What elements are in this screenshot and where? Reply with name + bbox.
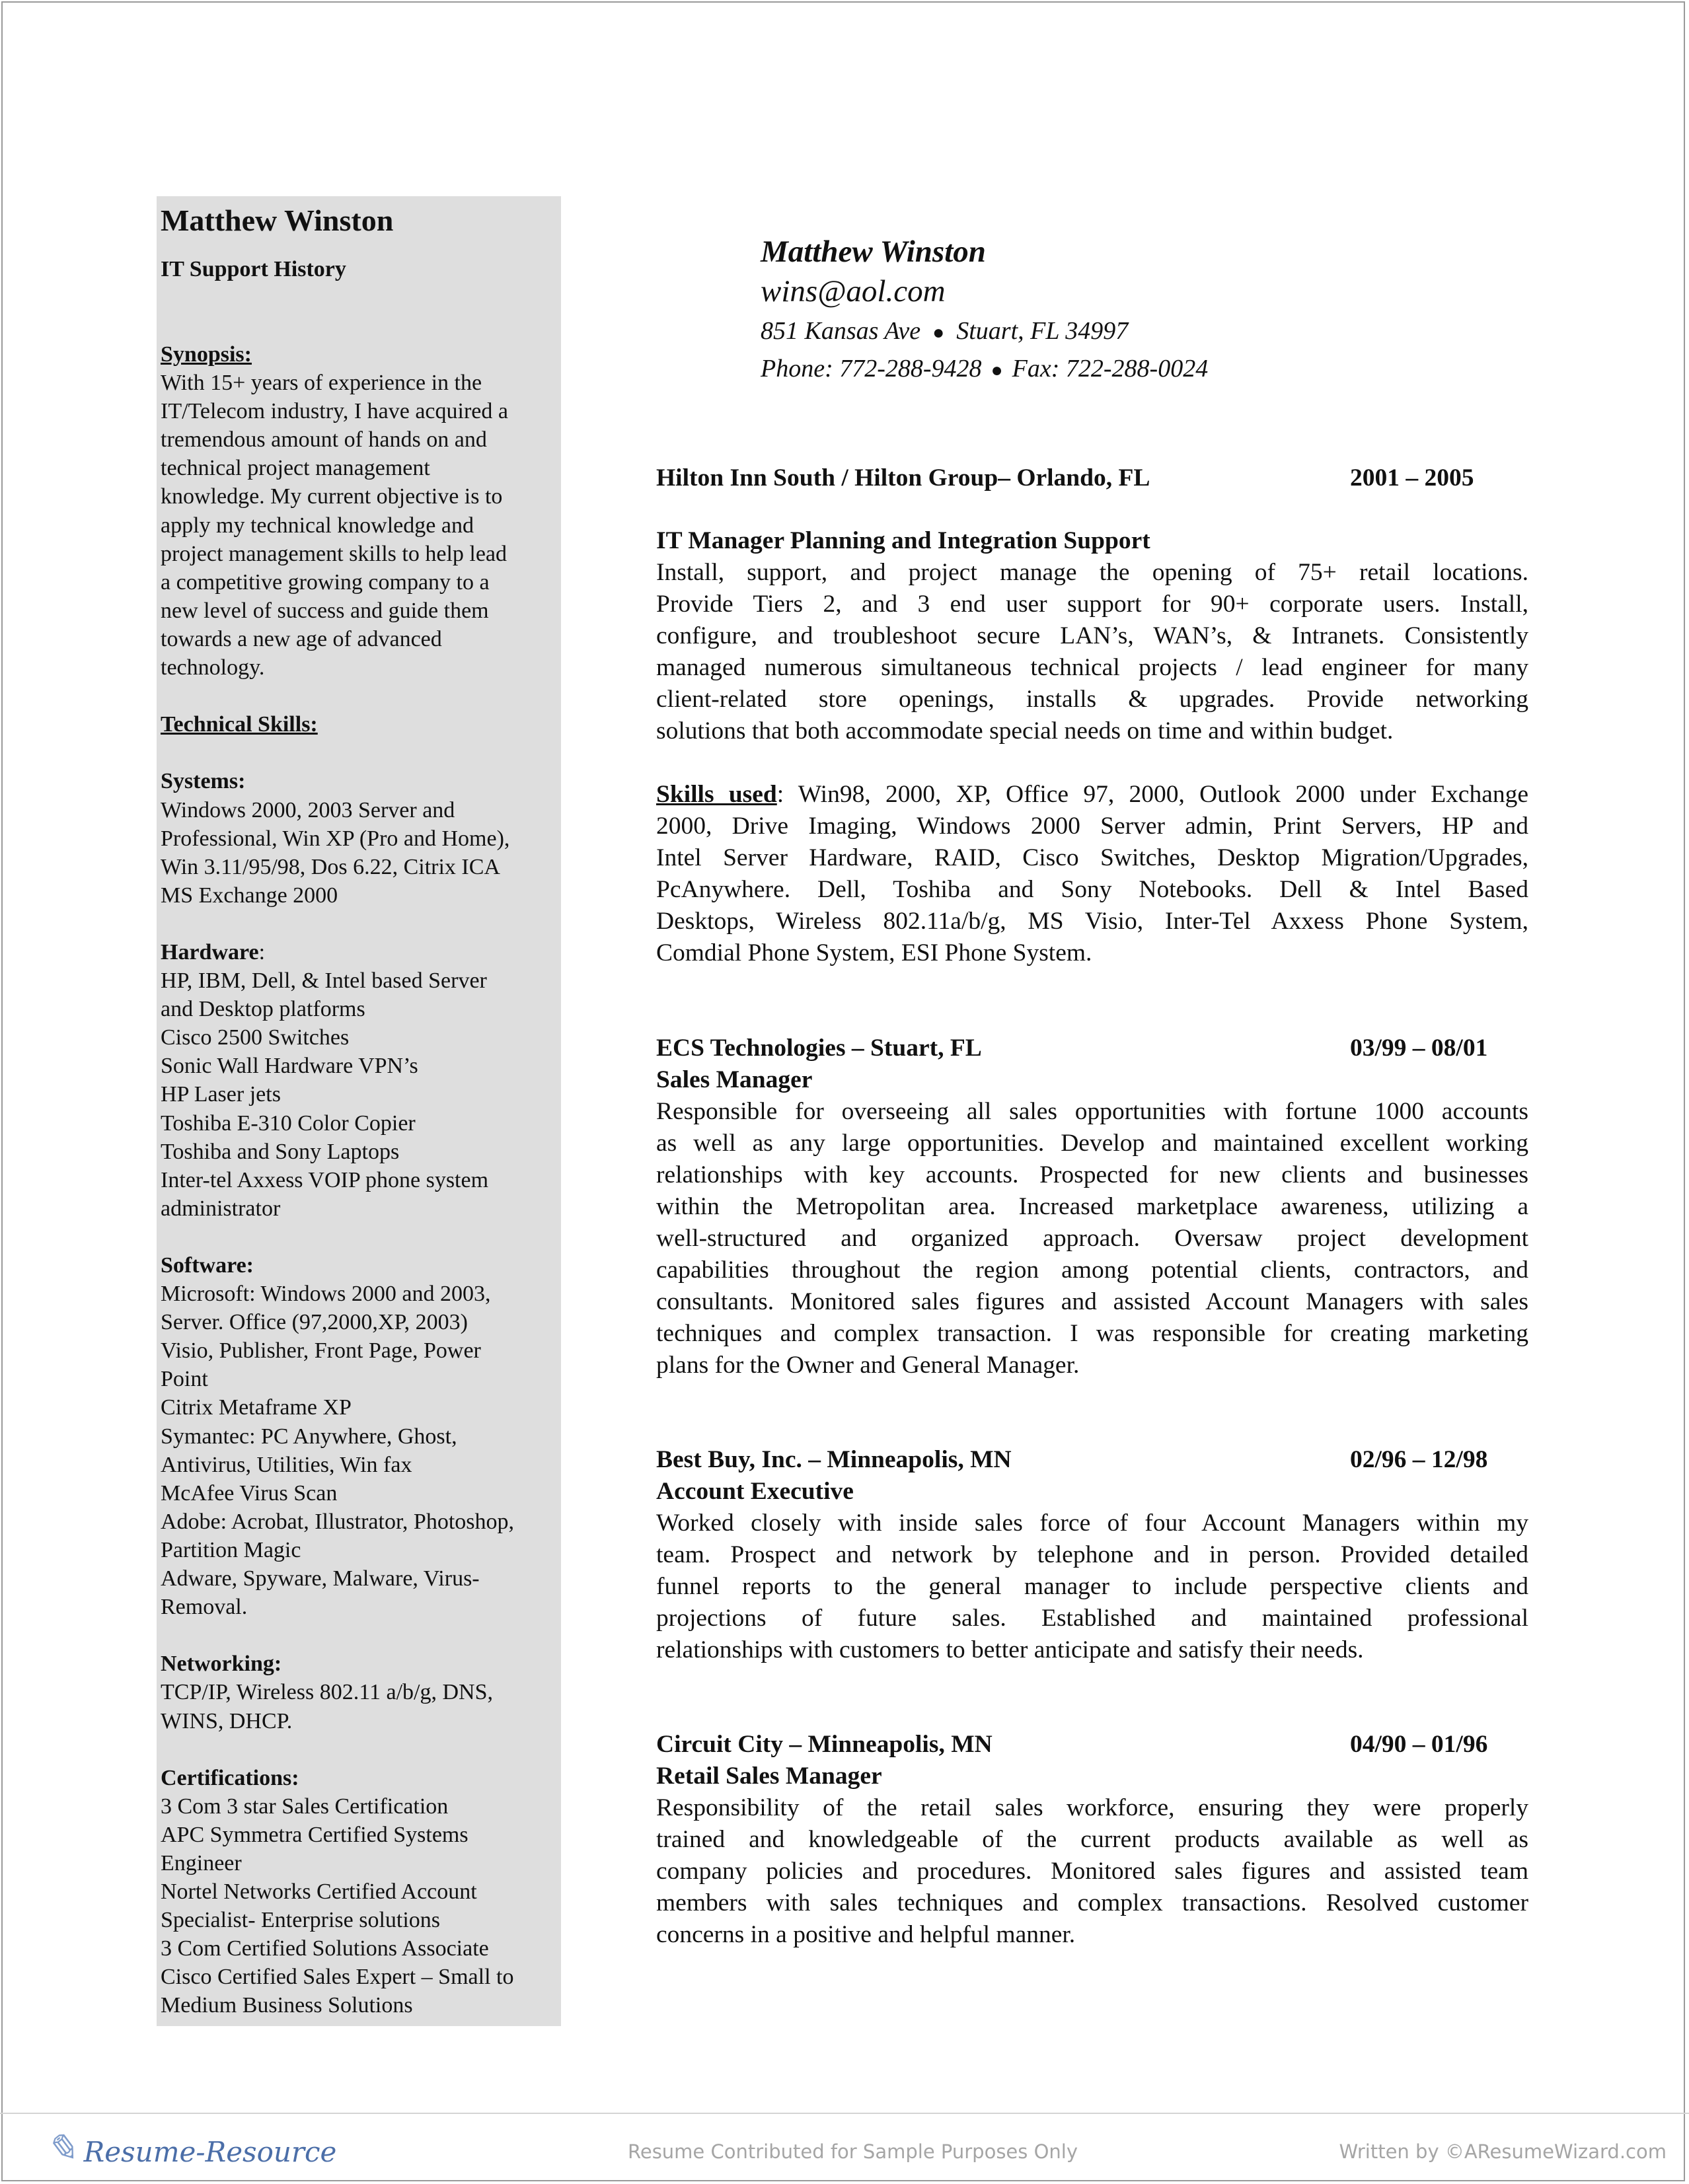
paragraph-line: relationships with key accounts. Prospected for new clients and businesses [656, 1161, 1528, 1188]
sidebar-line: Nortel Networks Certified Account [161, 1879, 477, 1905]
sidebar [157, 196, 561, 2026]
sidebar-line: HP Laser jets [161, 1082, 281, 1107]
paragraph-line: members with sales techniques and complex transactions. Resolved customer [656, 1889, 1528, 1916]
job-company: Best Buy, Inc. – Minneapolis, MN [656, 1446, 1012, 1473]
paragraph-line: plans for the Owner and General Manager. [656, 1352, 1080, 1379]
contact-city: Stuart, FL 34997 [956, 317, 1129, 345]
paragraph-line: consultants. Monitored sales figures and assisted Account Managers with sales [656, 1288, 1528, 1315]
job-dates: 04/90 – 01/96 [1350, 1731, 1488, 1758]
sidebar-line: apply my technical knowledge and [161, 513, 474, 538]
software-list [161, 1280, 557, 1621]
sidebar-line: tremendous amount of hands on and [161, 427, 487, 453]
sidebar-line: and Desktop platforms [161, 997, 365, 1022]
paragraph-line: Provide Tiers 2, and 3 end user support for 90+ corporate users. Install, [656, 591, 1528, 618]
paragraph-line: managed numerous simultaneous technical projects / lead engineer for many [656, 654, 1528, 681]
certifications-heading: Certifications: [161, 1765, 299, 1790]
job-dates: 02/96 – 12/98 [1350, 1446, 1488, 1473]
networking-list [161, 1678, 557, 1735]
job-ecs [656, 1033, 1528, 1381]
sidebar-line: new level of success and guide them [161, 598, 489, 623]
paragraph-line: Comdial Phone System, ESI Phone System. [656, 939, 1092, 966]
paragraph-line: trained and knowledgeable of the current products available as well as [656, 1826, 1528, 1853]
job-dates: 03/99 – 08/01 [1350, 1035, 1488, 1062]
paragraph-line: Worked closely with inside sales force of four Account Managers within my [656, 1510, 1528, 1537]
paragraph-line: PcAnywhere. Dell, Toshiba and Sony Notebooks. Dell & Intel Based [656, 876, 1528, 903]
job-header [656, 1033, 1528, 1064]
sidebar-line: Removal. [161, 1595, 248, 1620]
sidebar-body: Synopsis: With 15+ years of experience in the IT/Telecom industry, I have acquired a tremendous amount of hands on and technical project management knowledge. My current objective is to apply my technical knowledge and project management skills to help lead a competitive growing company to a new level of success and guide them towards a new age of advanced technology. Technical Skills: Systems: Windows 2000, 2003 Server and Professional, Win XP (Pro and Home), Win 3.11/95/98, Dos 6.22, Citrix ICA MS Exchange 2000 Hardware: HP, IBM, Dell, & Intel based Server and Desktop platforms Cisco 2500 Switches Sonic Wall Hardware VPN’s HP Laser jets Toshiba E-310 Color Copier Toshiba and Sony Laptops Inter-tel Axxess VOIP phone system administrator Software: Microsoft: Windows 2000 and 2003, Server. Office (97,2000,XP, 2003) Visio, Publisher, Front Page, Power Point Citrix Metaframe XP Symantec: PC Anywhere, Ghost, Antivirus, Utilities, Win fax McAfee Virus Scan Adobe: Acrobat, Illustrator, Photoshop, Partition Magic Adware, Spyware, Malware, Virus- Removal. Networking: TCP/IP, Wireless 802.11 a/b/g, DNS, WINS, DHCP. Certifications: 3 Com 3 star Sales Certification APC Symmetra Certified Systems Engineer Nortel Networks Certified Account Specialist- Enterprise solutions 3 Com Certified Solutions Associate Cisco Certified Sales Expert – Small to Medium Business Solutions [161, 340, 557, 2020]
contact-address-line [761, 313, 1208, 351]
job-title: Account Executive [656, 1478, 854, 1505]
paragraph-line: Responsibility of the retail sales workforce, ensuring they were properly [656, 1794, 1528, 1821]
job-description [656, 1096, 1528, 1381]
sidebar-line: Symantec: PC Anywhere, Ghost, [161, 1424, 457, 1449]
contact-fax: Fax: 722-288-0024 [1012, 355, 1209, 382]
sidebar-line: IT/Telecom industry, I have acquired a [161, 399, 508, 424]
footer-divider [0, 2113, 1689, 2114]
quill-icon: ✎ [45, 2126, 77, 2171]
resume-resource-logo[interactable] [45, 2126, 336, 2171]
paragraph-line: funnel reports to the general manager to include perspective clients and [656, 1573, 1528, 1600]
synopsis-heading: Synopsis: [161, 342, 252, 367]
sidebar-line: APC Symmetra Certified Systems [161, 1822, 469, 1847]
job-dates: 2001 – 2005 [1350, 464, 1474, 491]
hardware-list [161, 966, 557, 1223]
bullet-icon: ● [932, 322, 945, 344]
sidebar-line: Adobe: Acrobat, Illustrator, Photoshop, [161, 1509, 515, 1534]
paragraph-line: company policies and procedures. Monitored sales figures and assisted team [656, 1858, 1528, 1885]
paragraph-line: team. Prospect and network by telephone and in person. Provided detailed [656, 1541, 1528, 1568]
sidebar-line: TCP/IP, Wireless 802.11 a/b/g, DNS, [161, 1680, 493, 1705]
paragraph-line: Intel Server Hardware, RAID, Cisco Switches, Desktop Migration/Upgrades, [656, 844, 1528, 871]
job-description [656, 1792, 1528, 1951]
paragraph-line: relationships with customers to better anticipate and satisfy their needs. [656, 1636, 1364, 1663]
job-bestbuy [656, 1444, 1528, 1666]
software-heading: Software: [161, 1253, 254, 1278]
sidebar-line: technical project management [161, 456, 430, 481]
contact-header [761, 231, 1208, 388]
footer-notice: Resume Contributed for Sample Purposes Only [628, 2140, 1078, 2163]
paragraph-line: within the Metropolitan area. Increased marketplace awareness, utilizing a [656, 1193, 1528, 1220]
sidebar-line: Toshiba and Sony Laptops [161, 1139, 400, 1164]
job-header [656, 1444, 1528, 1476]
job-title: Sales Manager [656, 1066, 813, 1093]
technical-skills-heading: Technical Skills: [161, 712, 318, 737]
sidebar-line: Cisco Certified Sales Expert – Small to [161, 1965, 514, 1990]
paragraph-line: configure, and troubleshoot secure LAN’s, WAN’s, & Intranets. Consistently [656, 622, 1528, 649]
paragraph-line: as well as any large opportunities. Develop and maintained excellent working [656, 1130, 1528, 1157]
sidebar-line: Windows 2000, 2003 Server and [161, 797, 455, 822]
sidebar-subtitle: IT Support History [161, 257, 346, 281]
sidebar-line: Antivirus, Utilities, Win fax [161, 1452, 412, 1477]
job-company: Hilton Inn South / Hilton Group– Orlando, FL [656, 464, 1150, 491]
sidebar-line: knowledge. My current objective is to [161, 484, 503, 509]
paragraph-line: techniques and complex transaction. I was responsible for creating marketing [656, 1320, 1528, 1347]
sidebar-line: Win 3.11/95/98, Dos 6.22, Citrix ICA [161, 854, 500, 879]
paragraph-line: concerns in a positive and helpful manner. [656, 1921, 1076, 1948]
job-company: ECS Technologies – Stuart, FL [656, 1035, 982, 1062]
sidebar-line: Engineer [161, 1850, 242, 1875]
paragraph-line: client-related store openings, installs & upgrades. Provide networking [656, 686, 1528, 713]
job-title: IT Manager Planning and Integration Support [656, 527, 1150, 554]
sidebar-line: Inter-tel Axxess VOIP phone system [161, 1167, 489, 1192]
job-title: Retail Sales Manager [656, 1763, 882, 1790]
sidebar-line: Cisco 2500 Switches [161, 1025, 350, 1050]
sidebar-line: a competitive growing company to a [161, 569, 490, 595]
paragraph-line: projections of future sales. Established and maintained professional [656, 1605, 1528, 1632]
paragraph-line: capabilities throughout the region among potential clients, contractors, and [656, 1256, 1528, 1284]
job-hilton [656, 462, 1528, 969]
systems-heading: Systems: [161, 769, 246, 794]
systems-list [161, 796, 557, 910]
paragraph-line: solutions that both accommodate special needs on time and within budget. [656, 717, 1394, 745]
footer-credit[interactable]: Written by ©AResumeWizard.com [1339, 2140, 1667, 2163]
job-description [656, 557, 1528, 747]
job-company: Circuit City – Minneapolis, MN [656, 1731, 993, 1758]
networking-heading: Networking: [161, 1652, 282, 1677]
sidebar-line: McAfee Virus Scan [161, 1480, 338, 1506]
synopsis-list [161, 369, 557, 682]
job-circuit-city [656, 1729, 1528, 1951]
sidebar-line: HP, IBM, Dell, & Intel based Server [161, 968, 487, 994]
skills-used-label: Skills used [656, 781, 777, 808]
certifications-list [161, 1792, 557, 2020]
job-header [656, 462, 1528, 494]
contact-address: 851 Kansas Ave [761, 317, 921, 345]
sidebar-line: project management skills to help lead [161, 541, 507, 566]
sidebar-line: WINS, DHCP. [161, 1708, 293, 1733]
sidebar-line: Server. Office (97,2000,XP, 2003) [161, 1310, 468, 1335]
sidebar-line: Point [161, 1367, 208, 1392]
job-header [656, 1729, 1528, 1761]
contact-phone-line [761, 351, 1208, 388]
sidebar-line: Partition Magic [161, 1537, 301, 1562]
sidebar-name: Matthew Winston [161, 203, 394, 237]
paragraph-line: well-structured and organized approach. Oversaw project development [656, 1225, 1528, 1252]
sidebar-line: Toshiba E-310 Color Copier [161, 1110, 416, 1136]
sidebar-line: towards a new age of advanced [161, 626, 442, 651]
paragraph-line: Responsible for overseeing all sales opportunities with fortune 1000 accounts [656, 1098, 1528, 1125]
paragraph-line: Desktops, Wireless 802.11a/b/g, MS Visio, Inter-Tel Axxess Phone System, [656, 908, 1528, 935]
sidebar-line: administrator [161, 1196, 281, 1221]
skills-used: Skills used: Win98, 2000, XP, Office 97, 2000, Outlook 2000 under Exchange 2000, Drive Imaging, Windows 2000 Server admin, Print Servers, HP and Intel Server Hardware, RAID, Cisco Switches, Desktop Migration/Upgrades, PcAnywhere. Dell, Toshiba and Sony Notebooks. Dell & Intel Based Desktops, Wireless 802.11a/b/g, MS Visio, Inter-Tel Axxess Phone System, Comdial Phone System, ESI Phone System. [656, 779, 1528, 969]
contact-email[interactable]: wins@aol.com [761, 274, 946, 309]
sidebar-line: With 15+ years of experience in the [161, 371, 482, 396]
contact-name: Matthew Winston [761, 235, 986, 269]
paragraph-line: 2000, Drive Imaging, Windows 2000 Server admin, Print Servers, HP and [656, 813, 1528, 840]
sidebar-line: Citrix Metaframe XP [161, 1395, 352, 1420]
sidebar-line: Professional, Win XP (Pro and Home), [161, 826, 510, 851]
sidebar-line: technology. [161, 655, 265, 680]
hardware-heading: Hardware [161, 939, 259, 965]
contact-phone: Phone: 772-288-9428 [761, 355, 982, 382]
logo-text: Resume-Resource [83, 2136, 337, 2168]
sidebar-line: Adware, Spyware, Malware, Virus- [161, 1566, 480, 1591]
sidebar-line: 3 Com Certified Solutions Associate [161, 1936, 489, 1961]
job-description [656, 1508, 1528, 1666]
bullet-icon: ● [991, 359, 1003, 381]
paragraph-line: Install, support, and project manage the opening of 75+ retail locations. [656, 559, 1528, 586]
sidebar-line: Medium Business Solutions [161, 1993, 413, 2018]
sidebar-line: Microsoft: Windows 2000 and 2003, [161, 1282, 491, 1307]
sidebar-line: Visio, Publisher, Front Page, Power [161, 1338, 481, 1364]
sidebar-line: Specialist- Enterprise solutions [161, 1908, 441, 1933]
sidebar-line: Sonic Wall Hardware VPN’s [161, 1054, 418, 1079]
sidebar-line: MS Exchange 2000 [161, 883, 338, 908]
sidebar-line: 3 Com 3 star Sales Certification [161, 1794, 449, 1819]
